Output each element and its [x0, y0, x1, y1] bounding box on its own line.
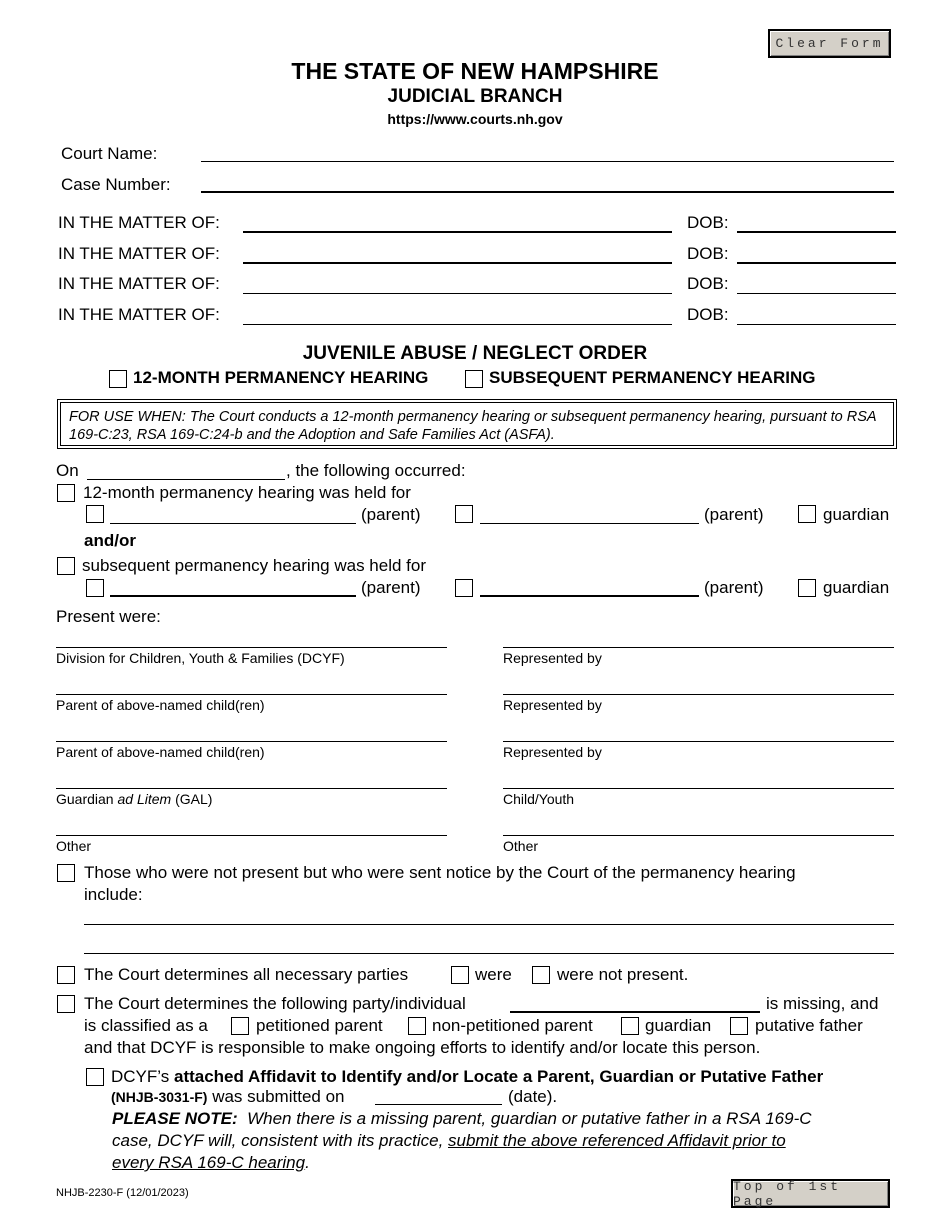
twelve-month-checkbox[interactable] [109, 370, 127, 388]
were-label: were [475, 965, 512, 984]
date-label: (date). [508, 1087, 558, 1106]
parent-label: (parent) [361, 505, 421, 524]
twelve-month-held-checkbox[interactable] [57, 484, 75, 502]
attendee-role-label: Represented by [503, 650, 602, 666]
attendee-field[interactable] [503, 788, 894, 789]
attendee-field[interactable] [56, 694, 447, 695]
please-note-line [112, 1153, 310, 1173]
petitioned-parent-label: petitioned parent [256, 1016, 383, 1035]
gal-label-suffix: (GAL) [171, 791, 213, 807]
attendee-field[interactable] [503, 835, 894, 836]
court-name-label: Court Name: [61, 144, 158, 163]
following-label: , the following occurred: [286, 461, 466, 480]
state-title: THE STATE OF NEW HAMPSHIRE [291, 58, 659, 84]
matter-field[interactable] [243, 231, 672, 233]
matter-label: IN THE MATTER OF: [58, 213, 220, 232]
on-label: On [56, 461, 79, 480]
affidavit-title: attached Affidavit to Identify and/or Locate a Parent, Guardian or Putative Father [173, 1067, 824, 1086]
parent-checkbox[interactable] [455, 579, 473, 597]
attendee-field[interactable] [56, 788, 447, 789]
matter-field[interactable] [243, 324, 672, 325]
attendee-role-label: Represented by [503, 697, 602, 713]
dob-label: DOB: [687, 213, 729, 232]
matter-label: IN THE MATTER OF: [58, 305, 220, 324]
attendee-role-label: Division for Children, Youth & Families (DCYF) [56, 650, 345, 666]
please-note-text: case, DCYF will, consistent with its practice, [112, 1131, 449, 1150]
missing-guardian-checkbox[interactable] [621, 1017, 639, 1035]
dob-field[interactable] [737, 231, 896, 233]
subsequent-held-label: subsequent permanency hearing was held for [82, 556, 426, 575]
branch-title: JUDICIAL BRANCH [387, 86, 563, 107]
matter-field[interactable] [243, 262, 672, 264]
twelve-month-held-label: 12-month permanency hearing was held for [83, 483, 411, 502]
affidavit-submitted-line [111, 1087, 344, 1107]
please-note-text: When there is a missing parent, guardian or putative father in a RSA 169-C [237, 1109, 812, 1128]
dob-field[interactable] [737, 293, 896, 294]
please-note-line [112, 1109, 812, 1129]
dob-label: DOB: [687, 305, 729, 324]
dcyf-responsibility-text: and that DCYF is responsible to make ongoing efforts to identify and/or locate this person. [84, 1038, 761, 1057]
notice-field[interactable] [84, 924, 894, 925]
dob-label: DOB: [687, 244, 729, 263]
guardian-checkbox[interactable] [798, 505, 816, 523]
guardian-label: guardian [823, 505, 890, 524]
were-not-label: were not present. [557, 965, 689, 984]
please-note-label: PLEASE NOTE: [112, 1109, 238, 1128]
please-note-text: . [305, 1153, 310, 1172]
dob-field[interactable] [737, 324, 896, 325]
notice-text-cont: include: [84, 885, 143, 904]
case-number-label: Case Number: [61, 175, 171, 194]
please-note-line [112, 1131, 786, 1151]
affidavit-line [111, 1067, 823, 1087]
twelve-month-option-label: 12-MONTH PERMANENCY HEARING [133, 368, 429, 387]
hearing-date-field[interactable] [87, 479, 285, 480]
attendee-role-label: Child/Youth [503, 791, 575, 807]
notice-checkbox[interactable] [57, 864, 75, 882]
usage-note-box [57, 399, 897, 449]
parent-label: (parent) [704, 578, 764, 597]
attendee-field[interactable] [56, 647, 447, 648]
affidavit-submitted: was submitted on [207, 1087, 345, 1106]
putative-father-checkbox[interactable] [730, 1017, 748, 1035]
attendee-field[interactable] [56, 835, 447, 836]
gal-label-prefix: Guardian [56, 791, 118, 807]
guardian-label: guardian [823, 578, 890, 597]
present-were-label: Present were: [56, 607, 161, 626]
missing-party-field[interactable] [510, 1011, 760, 1013]
matter-label: IN THE MATTER OF: [58, 244, 220, 263]
attendee-field[interactable] [56, 741, 447, 742]
dob-label: DOB: [687, 274, 729, 293]
gal-label-italic: ad Litem [117, 791, 172, 807]
dob-field[interactable] [737, 262, 896, 264]
top-of-page-button[interactable]: Top of 1st Page [731, 1179, 890, 1208]
parent-label: (parent) [361, 578, 421, 597]
please-note-underlined: every RSA 169-C hearing [112, 1153, 306, 1172]
subsequent-option-label: SUBSEQUENT PERMANENCY HEARING [489, 368, 816, 387]
missing-label: is missing, and [766, 994, 879, 1013]
affidavit-checkbox[interactable] [86, 1068, 104, 1086]
clear-form-button[interactable]: Clear Form [768, 29, 891, 58]
parent-name-field[interactable] [110, 595, 356, 597]
matter-field[interactable] [243, 293, 672, 294]
missing-party-checkbox[interactable] [57, 995, 75, 1013]
non-petitioned-parent-label: non-petitioned parent [432, 1016, 593, 1035]
classified-label: is classified as a [84, 1016, 208, 1035]
affidavit-code: (NHJB-3031-F) [111, 1089, 208, 1105]
missing-party-text: The Court determines the following party/individual [84, 994, 466, 1013]
usage-note: FOR USE WHEN: The Court conducts a 12-month permanency hearing or subsequent permanency hearing, pursuant to RSA 169-C:23, RSA 169-C:24-b and the Adoption and Safe Families Act (ASFA). [60, 402, 894, 446]
parties-checkbox[interactable] [57, 966, 75, 984]
were-not-checkbox[interactable] [532, 966, 550, 984]
non-petitioned-parent-checkbox[interactable] [408, 1017, 426, 1035]
attendee-field[interactable] [503, 647, 894, 648]
court-url: https://www.courts.nh.gov [387, 111, 563, 127]
putative-father-label: putative father [755, 1016, 863, 1035]
order-title: JUVENILE ABUSE / NEGLECT ORDER [302, 343, 648, 364]
missing-guardian-label: guardian [645, 1016, 712, 1035]
guardian-checkbox[interactable] [798, 579, 816, 597]
attendee-field[interactable] [503, 694, 894, 695]
notice-field[interactable] [84, 953, 894, 954]
notice-text: Those who were not present but who were sent notice by the Court of the permanency hearing [84, 863, 796, 882]
form-id: NHJB-2230-F (12/01/2023) [56, 1187, 189, 1199]
attendee-field[interactable] [503, 741, 894, 742]
matter-label: IN THE MATTER OF: [58, 274, 220, 293]
attendee-role-label: Other [503, 838, 539, 854]
subsequent-checkbox[interactable] [465, 370, 483, 388]
affidavit-date-field[interactable] [375, 1104, 502, 1105]
parent-name-field[interactable] [480, 595, 699, 597]
attendee-role-label: Parent of above-named child(ren) [56, 697, 265, 713]
attendee-role-label: Represented by [503, 744, 602, 760]
parent-name-field[interactable] [480, 523, 699, 524]
parent-label: (parent) [704, 505, 764, 524]
gal-label [56, 791, 212, 807]
parent-checkbox[interactable] [455, 505, 473, 523]
court-name-field[interactable] [201, 161, 894, 162]
attendee-role-label: Other [56, 838, 92, 854]
parties-text: The Court determines all necessary parties [84, 965, 409, 984]
were-checkbox[interactable] [451, 966, 469, 984]
attendee-role-label: Parent of above-named child(ren) [56, 744, 265, 760]
parent-checkbox[interactable] [86, 579, 104, 597]
please-note-underlined: submit the above referenced Affidavit prior to [448, 1131, 786, 1150]
subsequent-held-checkbox[interactable] [57, 557, 75, 575]
petitioned-parent-checkbox[interactable] [231, 1017, 249, 1035]
case-number-field[interactable] [201, 191, 894, 193]
parent-name-field[interactable] [110, 523, 356, 524]
parent-checkbox[interactable] [86, 505, 104, 523]
affidavit-dcyf: DCYF’s [111, 1067, 174, 1086]
andor-label: and/or [84, 531, 136, 550]
